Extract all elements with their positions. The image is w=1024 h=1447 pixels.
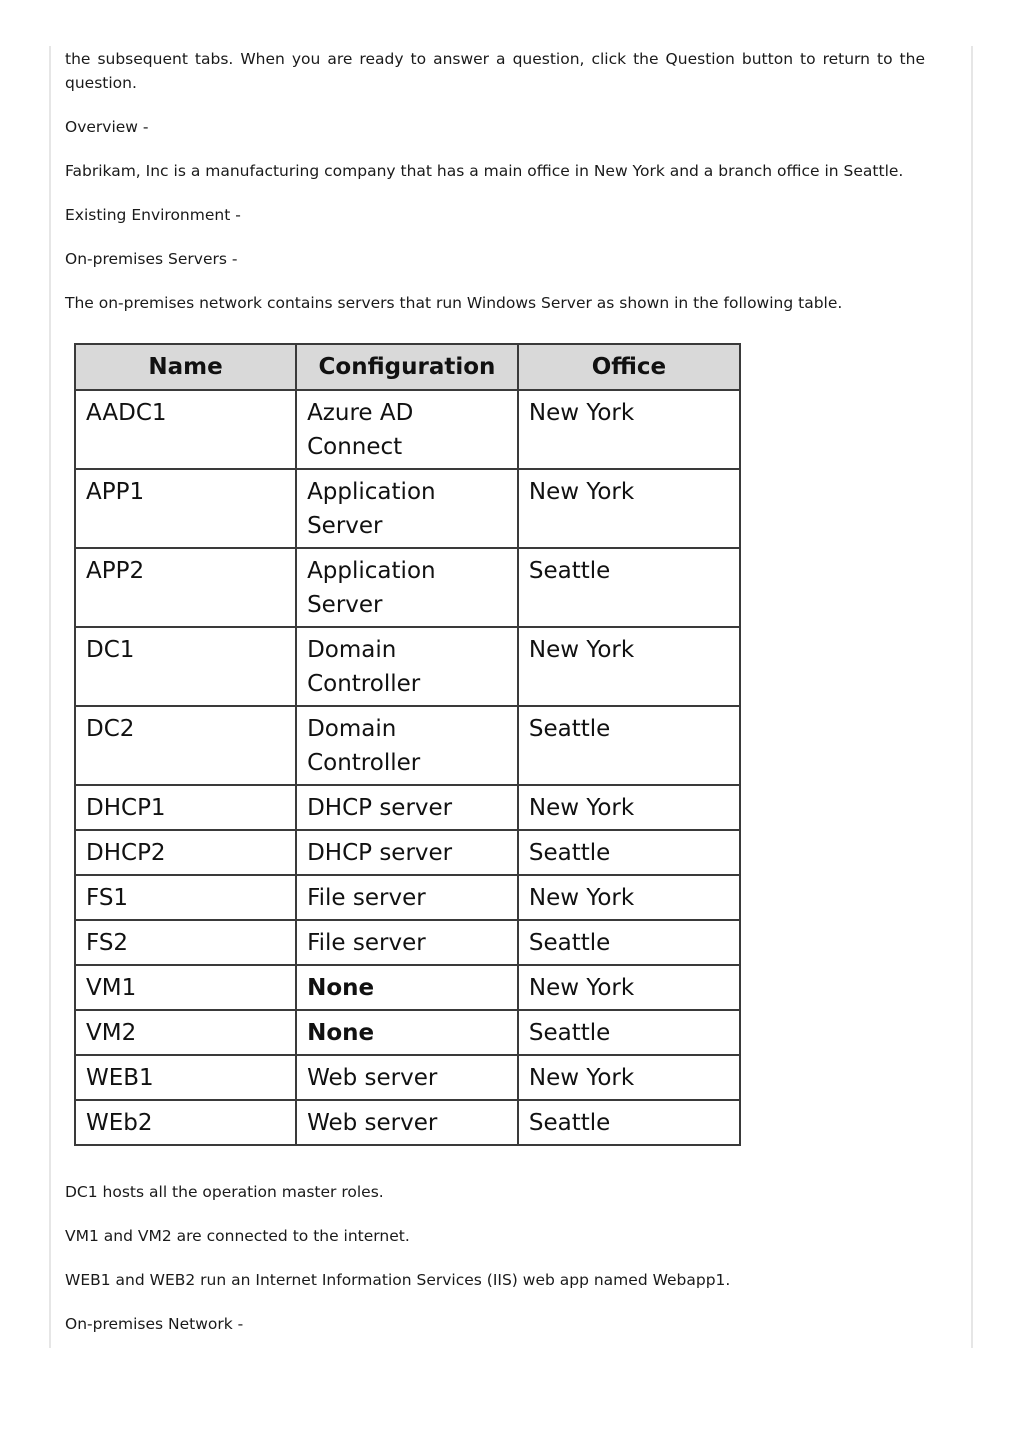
table-row bbox=[75, 469, 740, 548]
cell-office: New York bbox=[518, 627, 740, 706]
cell-config: File server bbox=[296, 875, 518, 920]
cell-office: New York bbox=[518, 390, 740, 469]
table-row bbox=[75, 785, 740, 830]
cell-office: New York bbox=[518, 1055, 740, 1100]
overview-text: Fabrikam, Inc is a manufacturing company that has a main office in New York and a branch office in Seattle. bbox=[65, 162, 904, 180]
cell-config: None bbox=[296, 1010, 518, 1055]
cell-config: Application Server bbox=[296, 469, 518, 548]
cell-name: FS1 bbox=[75, 875, 296, 920]
table-row bbox=[75, 920, 740, 965]
table-row bbox=[75, 627, 740, 706]
cell-office: New York bbox=[518, 965, 740, 1010]
cell-office: New York bbox=[518, 785, 740, 830]
table-row bbox=[75, 706, 740, 785]
table-row bbox=[75, 875, 740, 920]
table-row bbox=[75, 830, 740, 875]
cell-config: Web server bbox=[296, 1055, 518, 1100]
cell-config: DHCP server bbox=[296, 785, 518, 830]
cell-name: WEB1 bbox=[75, 1055, 296, 1100]
overview-heading: Overview - bbox=[65, 118, 149, 136]
cell-office: New York bbox=[518, 875, 740, 920]
cell-config: Domain Controller bbox=[296, 706, 518, 785]
table-row bbox=[75, 1055, 740, 1100]
cell-name: DC2 bbox=[75, 706, 296, 785]
header-office: Office bbox=[518, 344, 740, 390]
cell-config: DHCP server bbox=[296, 830, 518, 875]
cell-office: New York bbox=[518, 469, 740, 548]
intro-paragraph: the subsequent tabs. When you are ready to answer a question, click the Question button to return to the question. bbox=[65, 50, 925, 92]
servers-table bbox=[74, 343, 741, 1146]
cell-config: Domain Controller bbox=[296, 627, 518, 706]
header-name: Name bbox=[75, 344, 296, 390]
onprem-network-heading: On-premises Network - bbox=[65, 1315, 244, 1333]
cell-name: WEb2 bbox=[75, 1100, 296, 1145]
cell-name: DHCP2 bbox=[75, 830, 296, 875]
table-row bbox=[75, 1010, 740, 1055]
cell-config: Web server bbox=[296, 1100, 518, 1145]
cell-config: Azure AD Connect bbox=[296, 390, 518, 469]
web-text: WEB1 and WEB2 run an Internet Information Services (IIS) web app named Webapp1. bbox=[65, 1271, 731, 1289]
table-row bbox=[75, 965, 740, 1010]
existing-environment-heading: Existing Environment - bbox=[65, 206, 241, 224]
table-row bbox=[75, 548, 740, 627]
cell-office: Seattle bbox=[518, 920, 740, 965]
table-header-row bbox=[75, 344, 740, 390]
onprem-servers-heading: On-premises Servers - bbox=[65, 250, 238, 268]
cell-office: Seattle bbox=[518, 548, 740, 627]
dc1-text: DC1 hosts all the operation master roles. bbox=[65, 1183, 384, 1201]
cell-config: None bbox=[296, 965, 518, 1010]
table-row bbox=[75, 1100, 740, 1145]
cell-name: DC1 bbox=[75, 627, 296, 706]
cell-office: Seattle bbox=[518, 1100, 740, 1145]
cell-office: Seattle bbox=[518, 1010, 740, 1055]
cell-name: DHCP1 bbox=[75, 785, 296, 830]
cell-config: File server bbox=[296, 920, 518, 965]
servers-intro-text: The on-premises network contains servers that run Windows Server as shown in the following table. bbox=[65, 294, 843, 312]
cell-name: APP2 bbox=[75, 548, 296, 627]
cell-office: Seattle bbox=[518, 706, 740, 785]
cell-name: VM2 bbox=[75, 1010, 296, 1055]
table-row bbox=[75, 390, 740, 469]
cell-name: FS2 bbox=[75, 920, 296, 965]
header-configuration: Configuration bbox=[296, 344, 518, 390]
cell-config: Application Server bbox=[296, 548, 518, 627]
cell-name: VM1 bbox=[75, 965, 296, 1010]
cell-name: AADC1 bbox=[75, 390, 296, 469]
cell-office: Seattle bbox=[518, 830, 740, 875]
vm-text: VM1 and VM2 are connected to the internet. bbox=[65, 1227, 410, 1245]
cell-name: APP1 bbox=[75, 469, 296, 548]
